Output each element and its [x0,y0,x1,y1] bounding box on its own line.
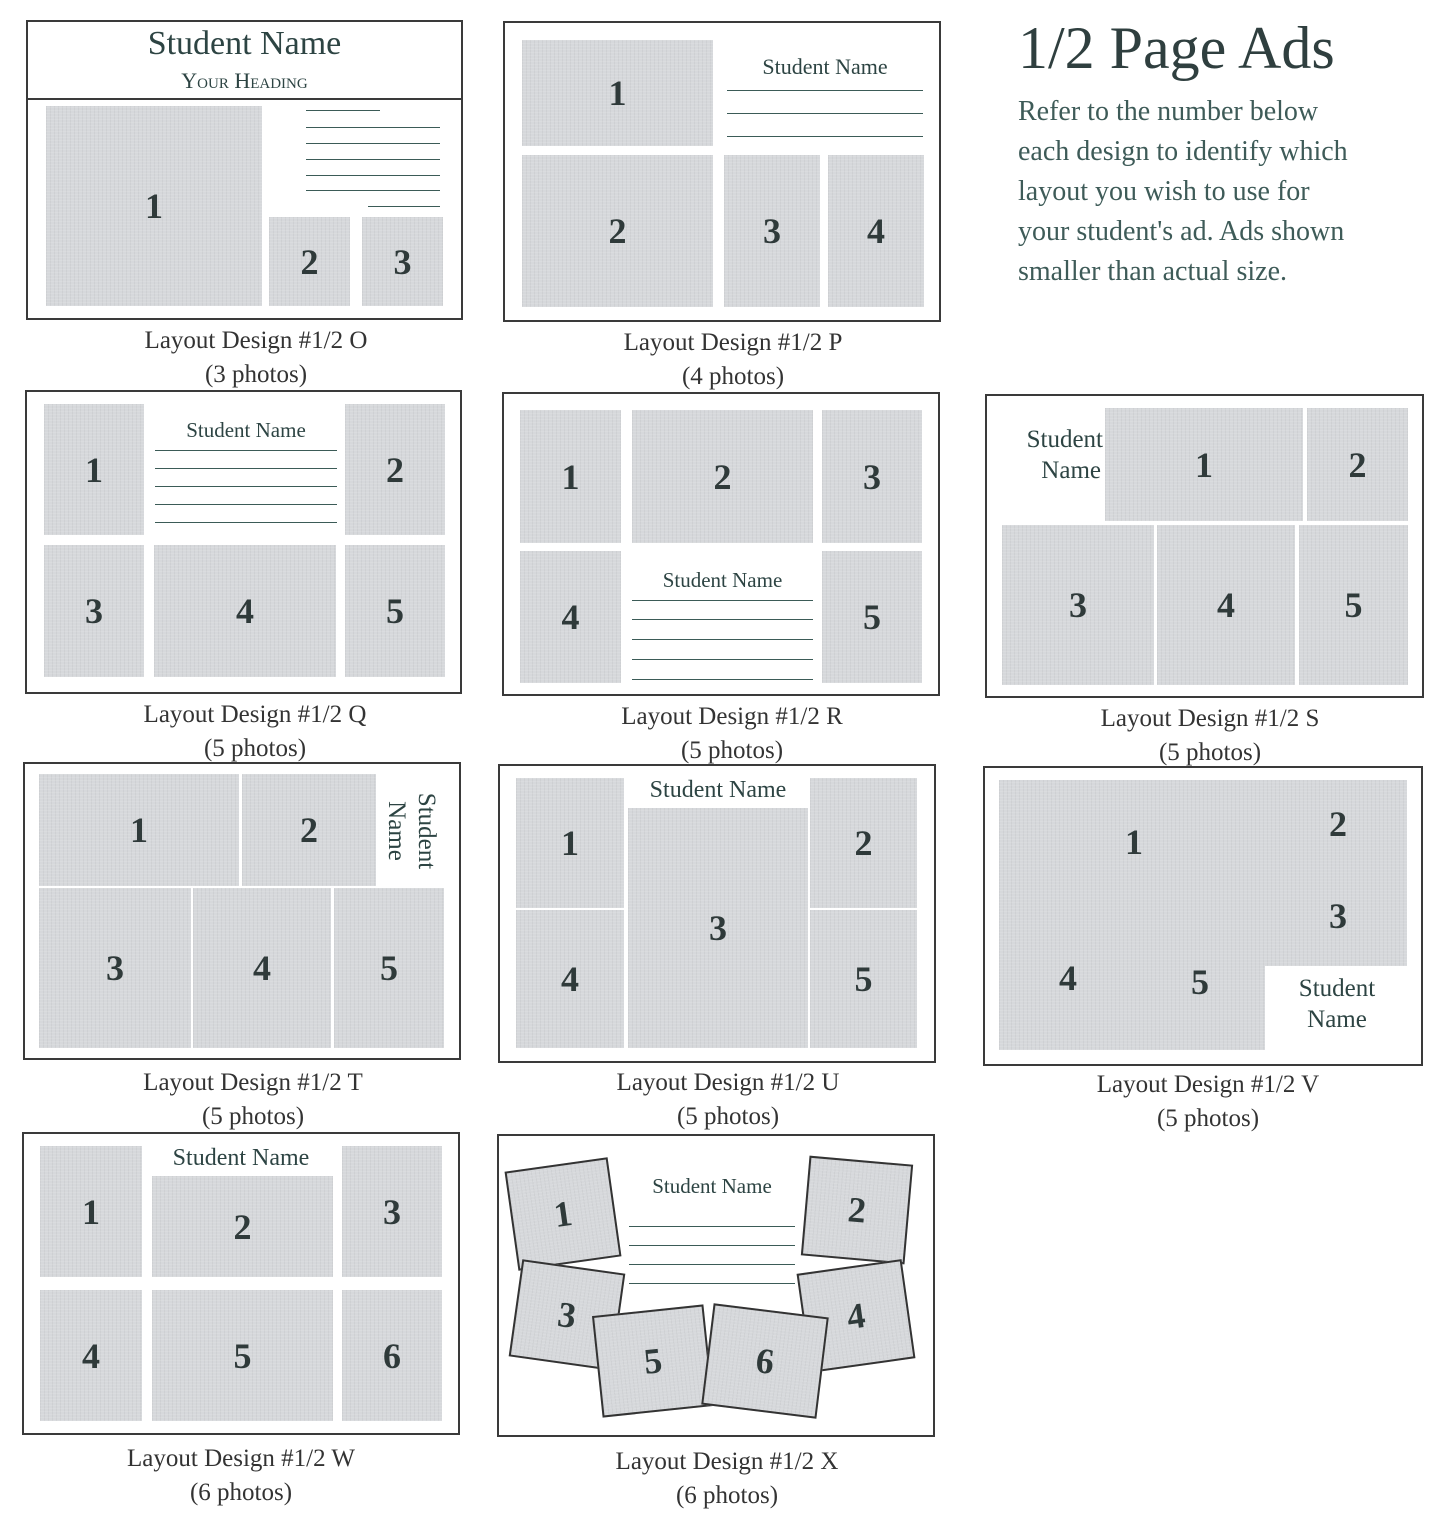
photo-number: 3 [1069,585,1087,625]
photo-number: 4 [236,591,254,631]
photo-number: 2 [854,823,873,863]
photo-number: 2 [233,1206,252,1247]
text-line [632,679,813,680]
layout-q-caption [25,698,485,766]
text-line [306,127,440,128]
layout-s-photo-1 [1105,408,1303,521]
photo-number: 1 [130,810,148,850]
layout-u-title: Layout Design #1/2 U [616,1069,840,1096]
layout-o-photo-1 [46,106,262,306]
photo-number: 4 [1217,585,1235,625]
photo-number: 2 [1329,804,1347,844]
text-line [727,113,923,114]
text-line [727,90,923,91]
layout-u-photo-2 [810,778,917,908]
layout-x-caption [497,1445,957,1513]
text-line [306,110,380,111]
layout-v-frame[interactable] [983,766,1423,1066]
photo-number: 5 [386,591,404,631]
description-line: each design to identify which [1018,136,1348,167]
layout-w-student-name: Student Name [172,1145,310,1171]
layout-u-frame[interactable] [498,764,936,1063]
text-line [629,1245,795,1246]
layout-w-frame[interactable] [22,1132,460,1435]
photo-number: 1 [1195,444,1213,485]
layout-s-photo-5 [1299,525,1408,685]
photo-number: 2 [608,211,627,251]
page-title: 1/2 Page Ads [1018,15,1335,81]
text-line [306,159,440,160]
layout-s-student-word: Student [1026,426,1103,453]
layout-t-caption [23,1066,483,1134]
layout-x-photo-5 [592,1304,714,1417]
text-line [155,450,337,451]
layout-p-photo-1 [522,40,713,146]
layout-w-photo-count: (6 photos) [189,1479,293,1506]
description-line: your student's ad. Ads shown [1018,216,1345,247]
layout-v-caption [983,1068,1433,1136]
photo-number: 5 [854,959,873,999]
layout-w-photo-4 [40,1290,142,1421]
text-line [155,522,337,523]
layout-s-frame[interactable] [985,394,1424,698]
layout-u-photo-4 [516,910,624,1048]
layout-p-photo-4 [828,155,924,307]
photo-number: 1 [85,449,103,490]
layout-t-title: Layout Design #1/2 T [143,1069,363,1096]
layout-s-photo-2 [1307,408,1408,521]
layout-p-title: Layout Design #1/2 P [623,329,843,356]
layout-x-photo-2 [801,1156,913,1265]
layout-t-photo-3 [39,888,191,1048]
layout-r-caption [502,700,962,768]
layout-w-photo-1 [40,1146,142,1277]
layout-w-photo-2 [152,1176,333,1277]
layout-t-vertical-name [379,776,443,886]
layout-s-photo-4 [1157,525,1295,685]
layout-t-photo-2 [242,774,376,886]
layout-t-photo-1 [39,774,239,886]
layout-s-caption [985,702,1435,770]
text-line [629,1226,795,1227]
layout-q-photo-3 [44,545,144,677]
photo-number: 4 [82,1335,100,1376]
layout-v-number-1 [1125,824,1143,860]
layout-q-photo-5 [345,545,445,677]
layout-p-student-name: Student Name [762,54,888,79]
layout-p-frame[interactable] [503,21,941,322]
layout-t-photo-5 [334,888,444,1048]
layout-u-student-name: Student Name [649,777,787,803]
photo-number: 5 [380,948,398,988]
layout-p-photo-3 [724,155,820,307]
layout-v-photo-count: (5 photos) [1156,1105,1260,1132]
layout-p-photo-2 [522,155,713,307]
layout-o-student-name: Student Name [147,25,342,62]
layout-s-title: Layout Design #1/2 S [1100,705,1320,732]
photo-number: 1 [551,1192,575,1236]
description-line: Refer to the number below [1018,96,1319,127]
layout-r-photo-3 [822,410,922,543]
photo-number: 3 [863,456,881,497]
photo-number: 3 [393,241,412,282]
photo-number: 2 [300,810,318,850]
layout-u-photo-3 [628,808,808,1048]
layout-s-photo-3 [1002,525,1154,685]
photo-number: 3 [763,211,781,251]
photo-number: 4 [844,1294,868,1338]
photo-number: 3 [85,591,103,631]
photo-number: 3 [383,1191,401,1232]
layout-r-photo-count: (5 photos) [680,737,784,764]
text-line [155,486,337,487]
layout-v-name-word: Name [1307,1006,1367,1033]
layout-r-photo-5 [822,551,922,683]
photo-number: 4 [253,948,271,988]
photo-number: 4 [561,959,579,999]
text-line [632,639,813,640]
photo-number: 3 [1329,896,1347,936]
photo-number: 2 [1348,444,1367,485]
text-line [632,659,813,660]
photo-number: 5 [1191,962,1209,1002]
layout-v-photo-area-bottom [999,964,1265,1050]
layout-u-photo-count: (5 photos) [676,1103,780,1130]
photo-number: 2 [386,449,404,490]
layout-x-photo-1 [505,1157,622,1271]
layout-q-student-name: Student Name [186,418,306,442]
photo-number: 1 [145,186,163,226]
photo-number: 6 [383,1335,401,1376]
layout-v-title: Layout Design #1/2 V [1096,1071,1320,1098]
photo-number: 2 [300,241,319,282]
layout-o-your-heading: Your Heading [181,68,308,93]
photo-number: 5 [641,1340,665,1382]
photo-number: 4 [867,211,885,251]
photo-number: 6 [753,1340,777,1382]
layout-v-number-5 [1191,964,1209,1000]
layout-w-photo-3 [342,1146,442,1277]
layout-w-photo-5 [152,1290,333,1421]
layout-t-student-word: Student [413,792,440,870]
layout-u-photo-1 [516,778,624,908]
layout-x-frame[interactable] [497,1134,935,1437]
layout-s-name-word: Name [1041,457,1101,484]
photo-number: 1 [608,73,627,113]
layout-r-title: Layout Design #1/2 R [621,703,843,730]
layout-s-photo-count: (5 photos) [1158,739,1262,766]
photo-number: 1 [82,1191,100,1232]
layout-o-photo-count: (3 photos) [204,361,308,388]
description-line: smaller than actual size. [1018,256,1287,287]
layout-v-number-2 [1329,806,1347,842]
page-description [1018,92,1438,292]
text-line [632,619,813,620]
text-line [629,1264,795,1265]
layout-r-photo-2 [632,410,813,543]
description-line: layout you wish to use for [1018,176,1310,207]
layout-v-number-4 [1059,960,1077,996]
layout-q-photo-4 [154,545,336,677]
layout-r-frame[interactable] [502,392,940,696]
layout-t-photo-count: (5 photos) [201,1103,305,1130]
text-line [306,190,440,191]
layout-r-photo-4 [520,551,621,683]
photo-number: 4 [561,597,580,637]
layout-x-photo-6 [701,1303,829,1418]
text-line [306,143,440,144]
layout-q-frame[interactable] [25,390,462,694]
layout-o-heading-box [28,22,461,100]
layout-p-photo-count: (4 photos) [681,363,785,390]
layout-u-caption [498,1066,958,1134]
layout-r-photo-1 [520,410,621,543]
layout-w-title: Layout Design #1/2 W [127,1445,355,1472]
layout-r-student-name: Student Name [662,568,783,592]
layout-t-frame[interactable] [23,762,461,1060]
text-line [155,468,337,469]
text-line [727,136,923,137]
photo-number: 1 [561,823,579,863]
photo-number: 1 [561,456,580,497]
photo-number: 5 [863,597,881,637]
text-line [368,206,440,207]
layout-o-caption [26,324,486,392]
layout-w-photo-6 [342,1290,442,1421]
layout-o-photo-3 [362,217,443,306]
layout-w-caption [11,1442,471,1510]
layout-o-photo-2 [269,217,350,306]
layout-x-photo-count: (6 photos) [675,1482,779,1509]
text-line [155,504,337,505]
photo-number: 2 [846,1189,868,1231]
layout-u-photo-5 [810,910,917,1048]
photo-number: 1 [1125,822,1143,862]
layout-q-photo-1 [44,404,144,535]
layout-x-title: Layout Design #1/2 X [615,1448,839,1475]
text-line [632,600,813,601]
layout-q-photo-2 [345,404,445,535]
layout-q-photo-count: (5 photos) [203,735,307,762]
photo-number: 3 [555,1293,579,1337]
layout-q-title: Layout Design #1/2 Q [143,701,367,728]
text-line [629,1283,795,1284]
layout-t-photo-4 [193,888,331,1048]
layout-o-frame[interactable] [26,20,463,320]
layout-x-student-name: Student Name [652,1174,772,1198]
layout-v-number-3 [1329,898,1347,934]
photo-number: 5 [233,1335,252,1376]
layout-p-caption [503,326,963,394]
photo-number: 3 [709,908,727,948]
photo-number: 4 [1059,958,1077,998]
photo-number: 3 [106,948,124,988]
photo-number: 2 [713,456,732,497]
text-line [306,175,440,176]
photo-number: 5 [1344,585,1363,625]
layout-o-title: Layout Design #1/2 O [144,327,368,354]
layout-v-student-word: Student [1298,975,1376,1002]
layout-t-name-word: Name [383,801,410,861]
